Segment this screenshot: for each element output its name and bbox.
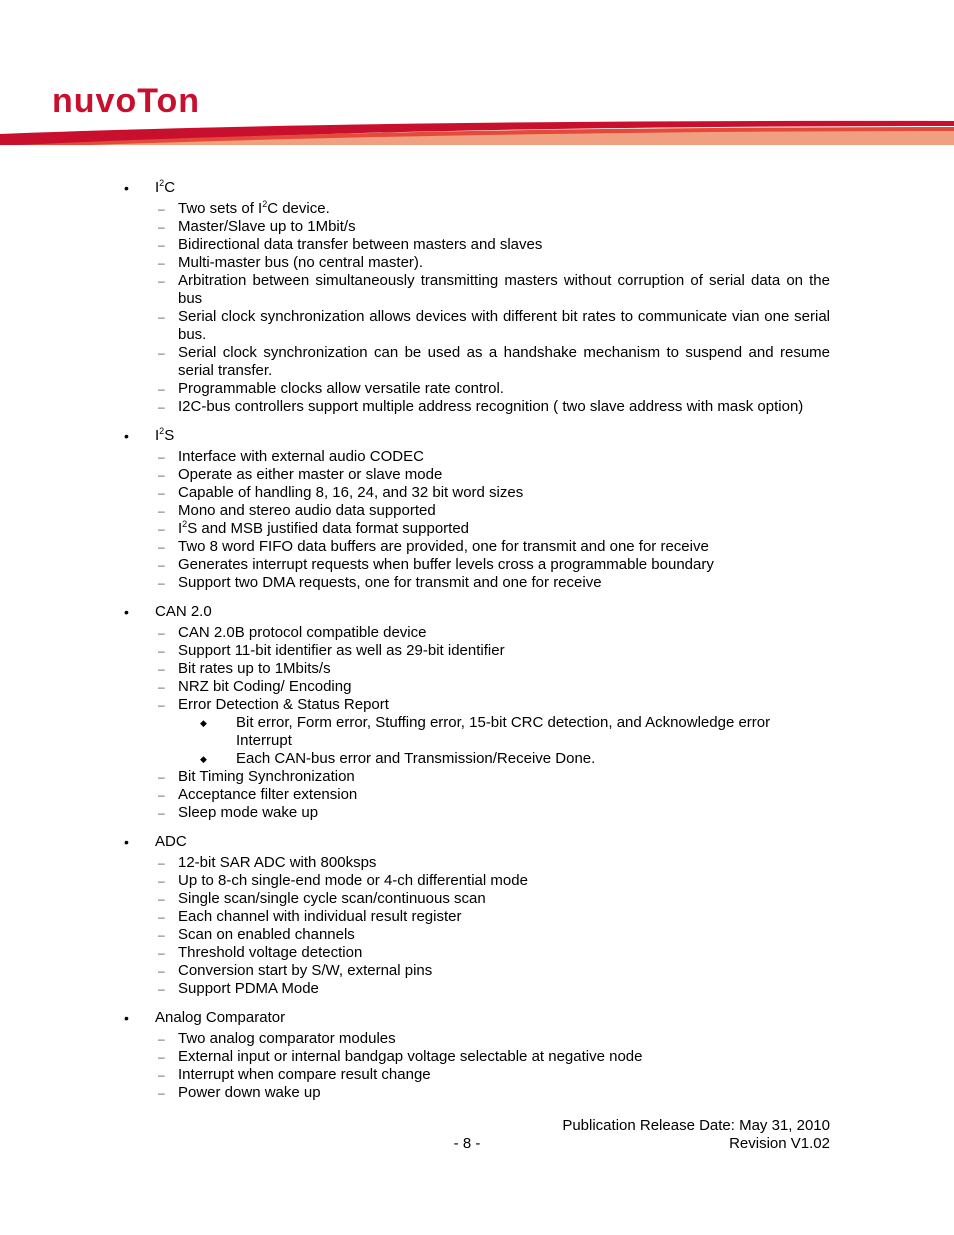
text-part: I — [178, 520, 183, 537]
list-item-text: Capable of handling 8, 16, 24, and 32 bit word sizes — [178, 484, 524, 501]
list-item — [0, 854, 954, 872]
feature-section — [0, 426, 954, 592]
text-part: C device. — [267, 200, 330, 217]
list-item-text: Serial clock synchronization allows devices with different bit rates to communicate vian one serial bus. — [178, 308, 830, 343]
dash-glyph: – — [158, 504, 165, 518]
feature-section — [0, 1008, 954, 1102]
list-item-text: Support two DMA requests, one for transmit and one for receive — [178, 574, 602, 591]
list-item — [0, 502, 954, 520]
list-item-text: Single scan/single cycle scan/continuous scan — [178, 890, 486, 907]
dash-glyph: – — [158, 964, 165, 978]
diamond-icon: ◆ — [200, 754, 207, 764]
list-item — [0, 660, 954, 678]
list-item-text: Acceptance filter extension — [178, 786, 358, 803]
dash-glyph: – — [158, 1086, 165, 1100]
dash-glyph: – — [158, 788, 165, 802]
list-item-text: Multi-master bus (no central master). — [178, 254, 424, 271]
dash-glyph: – — [158, 698, 165, 712]
dash-glyph: – — [158, 770, 165, 784]
dash-glyph: – — [158, 910, 165, 924]
text-part: S — [164, 427, 175, 444]
dash-glyph: – — [158, 946, 165, 960]
bullet-glyph: • — [124, 604, 129, 620]
list-item-text: Generates interrupt requests when buffer levels cross a programmable boundary — [178, 556, 714, 573]
list-item — [0, 1048, 954, 1066]
superscript: 2 — [159, 178, 165, 188]
dash-glyph: – — [158, 220, 165, 234]
list-item-text: 12-bit SAR ADC with 800ksps — [178, 854, 377, 871]
sub-list-item-text: Bit error, Form error, Stuffing error, 15-bit CRC detection, and Acknowledge error Interrupt — [236, 714, 771, 749]
list-item-text: Error Detection & Status Report — [178, 696, 389, 713]
list-item — [0, 574, 954, 592]
list-item-text: Conversion start by S/W, external pins — [178, 962, 433, 979]
dash-glyph: – — [158, 644, 165, 658]
list-item-text: Master/Slave up to 1Mbit/s — [178, 218, 356, 235]
diamond-icon: ◆ — [200, 718, 207, 728]
bullet-glyph: • — [124, 180, 129, 196]
dash-glyph: – — [158, 274, 165, 288]
list-item-text: Support PDMA Mode — [178, 980, 319, 997]
list-item — [0, 344, 954, 380]
section-title — [0, 426, 954, 446]
list-item — [0, 624, 954, 642]
dash-glyph: – — [158, 576, 165, 590]
list-item — [0, 872, 954, 890]
list-item-text: Programmable clocks allow versatile rate control. — [178, 380, 504, 397]
list-item-text: NRZ bit Coding/ Encoding — [178, 678, 352, 695]
list-item-text: Threshold voltage detection — [178, 944, 363, 961]
list-item-text: Arbitration between simultaneously transmitting masters without corruption of serial data on the bus — [178, 272, 830, 307]
section-title-text: Analog Comparator — [155, 1009, 286, 1026]
superscript: 2 — [159, 426, 165, 436]
page-number: - 8 - — [453, 1135, 481, 1152]
list-item — [0, 236, 954, 254]
dash-glyph: – — [158, 540, 165, 554]
list-item — [0, 254, 954, 272]
page-header — [0, 0, 954, 150]
list-item — [0, 962, 954, 980]
list-item — [0, 308, 954, 344]
superscript: 2 — [182, 519, 188, 529]
superscript: 2 — [262, 199, 268, 209]
bullet-glyph: • — [124, 834, 129, 850]
list-item-text: Two analog comparator modules — [178, 1030, 396, 1047]
section-title — [0, 602, 954, 622]
list-item — [0, 380, 954, 398]
list-item-text: Mono and stereo audio data supported — [178, 502, 436, 519]
dash-glyph: – — [158, 928, 165, 942]
text-part: I — [155, 427, 160, 444]
dash-glyph: – — [158, 856, 165, 870]
list-item — [0, 398, 954, 416]
list-item-text: Bidirectional data transfer between masters and slaves — [178, 236, 543, 253]
text-part: S and MSB justified data format supported — [187, 520, 470, 537]
list-item-text: CAN 2.0B protocol compatible device — [178, 624, 427, 641]
dash-glyph: – — [158, 680, 165, 694]
list-item — [0, 538, 954, 556]
list-item-text: Operate as either master or slave mode — [178, 466, 443, 483]
section-title — [0, 832, 954, 852]
dash-glyph: – — [158, 486, 165, 500]
list-item-text: Two 8 word FIFO data buffers are provided, one for transmit and one for receive — [178, 538, 709, 555]
list-item — [0, 448, 954, 466]
list-item-text: Bit Timing Synchronization — [178, 768, 355, 785]
list-item — [0, 768, 954, 786]
list-item — [0, 926, 954, 944]
list-item — [0, 1066, 954, 1084]
sub-list-item — [0, 750, 954, 768]
feature-section — [0, 602, 954, 822]
list-item-text: Bit rates up to 1Mbits/s — [178, 660, 331, 677]
list-item-text: Power down wake up — [178, 1084, 321, 1101]
list-item — [0, 466, 954, 484]
dash-glyph: – — [158, 238, 165, 252]
section-title-text: CAN 2.0 — [155, 603, 212, 620]
list-item — [0, 944, 954, 962]
sub-list-item — [0, 714, 954, 750]
dash-glyph: – — [158, 626, 165, 640]
bullet-glyph: • — [124, 1010, 129, 1026]
list-item — [0, 908, 954, 926]
dash-glyph: – — [158, 806, 165, 820]
list-item — [0, 980, 954, 998]
dash-glyph: – — [158, 310, 165, 324]
text-part: I — [155, 179, 160, 196]
dash-glyph: – — [158, 400, 165, 414]
text-part: C — [164, 179, 176, 196]
list-item — [0, 218, 954, 236]
list-item — [0, 1084, 954, 1102]
dash-glyph: – — [158, 468, 165, 482]
list-item — [0, 696, 954, 714]
feature-section — [0, 832, 954, 998]
list-item-text: Up to 8-ch single-end mode or 4-ch differential mode — [178, 872, 528, 889]
feature-section — [0, 178, 954, 416]
release-date: Publication Release Date: May 31, 2010 — [562, 1117, 830, 1134]
page-footer — [0, 1117, 954, 1157]
bullet-glyph: • — [124, 428, 129, 444]
dash-glyph: – — [158, 874, 165, 888]
list-item-text: Each channel with individual result register — [178, 908, 462, 925]
dash-glyph: – — [158, 202, 165, 216]
dash-glyph: – — [158, 522, 165, 536]
list-item-text: Scan on enabled channels — [178, 926, 355, 943]
list-item — [0, 890, 954, 908]
dash-glyph: – — [158, 382, 165, 396]
list-item-text: Serial clock synchronization can be used as a handshake mechanism to suspend and resume serial transfer. — [178, 344, 830, 379]
list-item — [0, 272, 954, 308]
dash-glyph: – — [158, 1050, 165, 1064]
list-item-text: Interface with external audio CODEC — [178, 448, 424, 465]
dash-glyph: – — [158, 892, 165, 906]
list-item — [0, 786, 954, 804]
dash-glyph: – — [158, 1032, 165, 1046]
sub-list-item-text: Each CAN-bus error and Transmission/Receive Done. — [236, 750, 596, 767]
list-item — [0, 642, 954, 660]
section-title-text: ADC — [155, 833, 187, 850]
list-item — [0, 678, 954, 696]
list-item — [0, 1030, 954, 1048]
list-item — [0, 556, 954, 574]
document-body — [0, 178, 954, 1112]
dash-glyph: – — [158, 662, 165, 676]
list-item — [0, 804, 954, 822]
dash-glyph: – — [158, 450, 165, 464]
list-item-text: External input or internal bandgap voltage selectable at negative node — [178, 1048, 643, 1065]
list-item-text: Support 11-bit identifier as well as 29-bit identifier — [178, 642, 505, 659]
list-item — [0, 520, 954, 538]
list-item-text: Sleep mode wake up — [178, 804, 319, 821]
dash-glyph: – — [158, 558, 165, 572]
dash-glyph: – — [158, 256, 165, 270]
revision: Revision V1.02 — [729, 1135, 830, 1152]
dash-glyph: – — [158, 346, 165, 360]
list-item — [0, 200, 954, 218]
header-graphic — [0, 0, 954, 150]
section-title — [0, 1008, 954, 1028]
nuvoton-logo: nuvoTon — [52, 82, 200, 120]
list-item — [0, 484, 954, 502]
dash-glyph: – — [158, 1068, 165, 1082]
list-item-text: Interrupt when compare result change — [178, 1066, 431, 1083]
text-part: Two sets of I — [178, 200, 263, 217]
list-item-text: I2C-bus controllers support multiple address recognition ( two slave address with mask option) — [178, 398, 804, 415]
section-title — [0, 178, 954, 198]
dash-glyph: – — [158, 982, 165, 996]
